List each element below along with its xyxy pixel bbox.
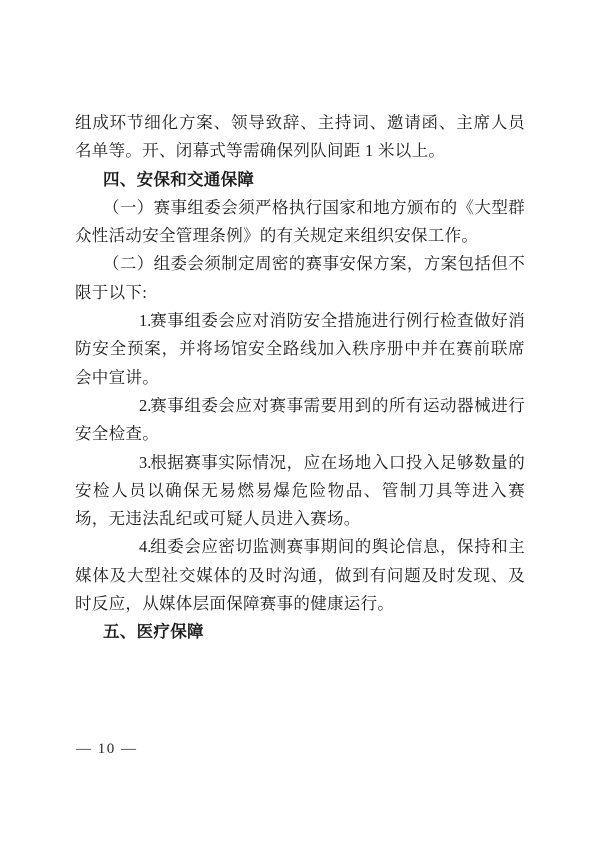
item-number-4: 4.: [139, 537, 152, 557]
document-body: [75, 109, 525, 647]
numbered-item-1: [75, 307, 525, 392]
page-number: — 10 —: [76, 741, 138, 757]
item-text-3: 根据赛事实际情况，应在场地入口投入足够数量的安检人员以确保无易燃易爆危险物品、管制刀具等进入赛场，无违法乱纪或可疑人员进入赛场。: [75, 452, 525, 529]
clause-paragraph-1: （一）赛事组委会须严格执行国家和地方颁布的《大型群众性活动安全管理条例》的有关规定来组织安保工作。: [75, 197, 525, 246]
continuation-paragraph: 组成环节细化方案、领导致辞、主持词、邀请函、主席人员名单等。开、闭幕式等需确保列队间距 1 米以上。: [75, 113, 525, 161]
clause-paragraph-2: （二）组委会须制定周密的赛事安保方案，方案包括但不限于以下:: [75, 254, 525, 302]
item-text-1: 赛事组委会应对消防安全措施进行例行检查做好消防安全预案，并将场馆安全路线加入秩序册中并在赛前联席会中宣讲。: [75, 311, 525, 387]
item-number-3: 3.: [139, 452, 152, 472]
section-heading-security-traffic: 四、安保和交通保障: [103, 170, 255, 189]
numbered-item-4: [75, 533, 525, 618]
item-text-2: 赛事组委会应对赛事需要用到的所有运动器械进行安全检查。: [75, 395, 525, 444]
numbered-item-2: [75, 392, 525, 449]
item-text-4: 组委会应密切监测赛事期间的舆论信息，保持和主媒体及大型社交媒体的及时沟通，做到有问题及时发现、及时反应，从媒体层面保障赛事的健康运行。: [75, 537, 525, 614]
item-number-2: 2.: [139, 395, 152, 415]
numbered-item-3: [75, 449, 525, 534]
item-number-1: 1.: [139, 311, 152, 331]
section-heading-medical: 五、医疗保障: [103, 623, 204, 642]
